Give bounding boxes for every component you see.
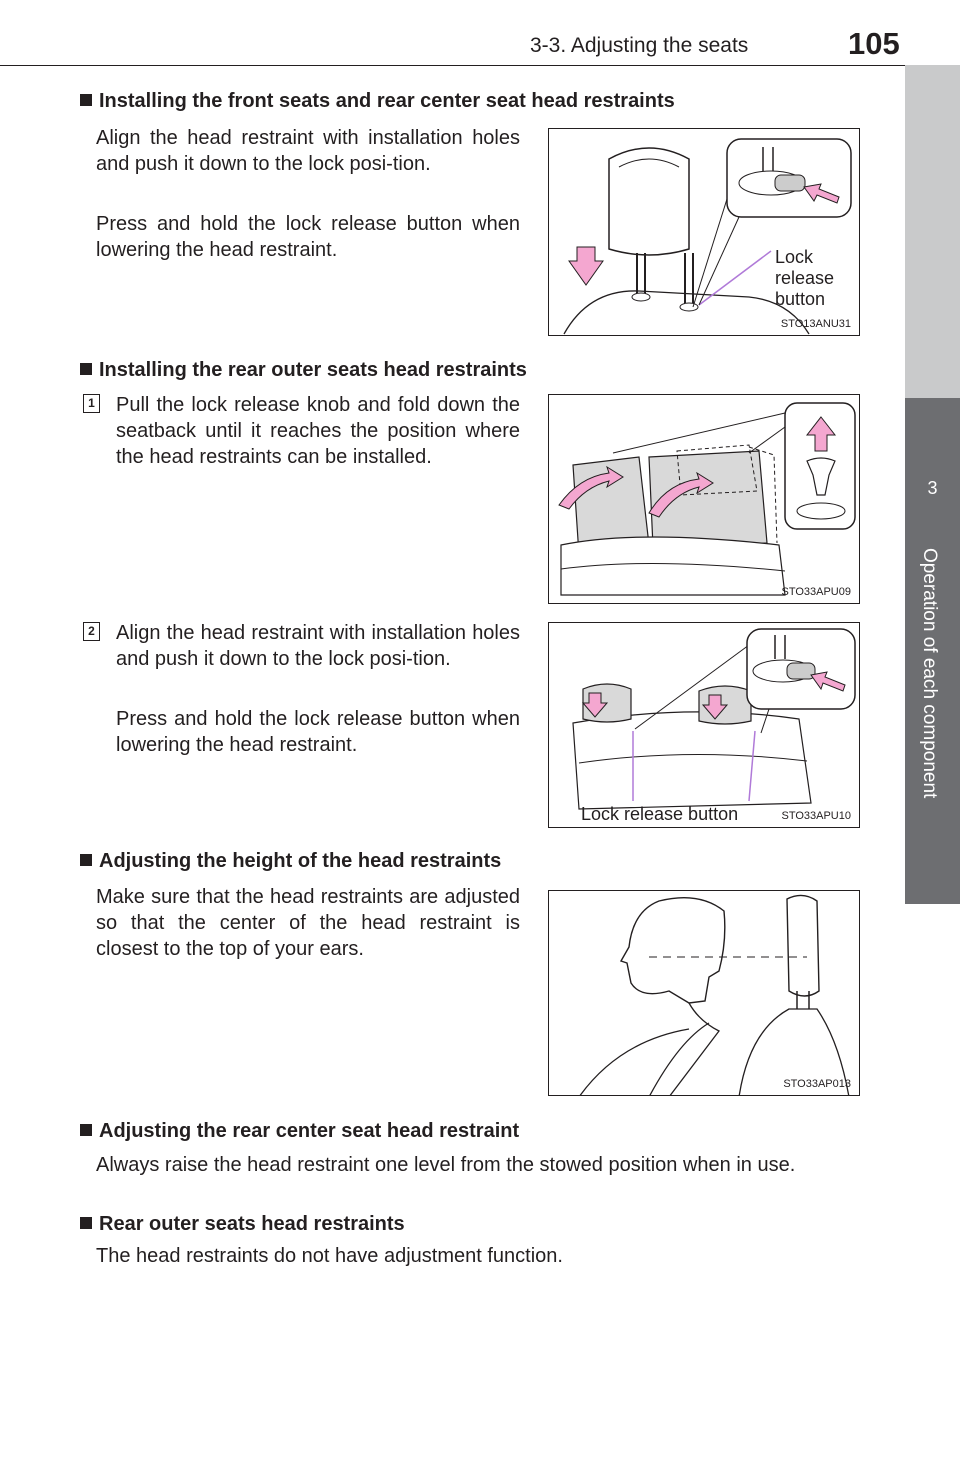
figure-front-restraint [548, 128, 860, 336]
rear-install-illustration [549, 623, 860, 828]
rear-step2-para2: Press and hold the lock release button when lowering the head restraint. [116, 708, 520, 756]
rear-step1-text: Pull the lock release knob and fold down the seatback until it reaches the position where the head restraints can be installed. [116, 394, 520, 468]
heading-rear-outer-adjust: Rear outer seats head restraints [80, 1213, 405, 1236]
chapter-title: Operation of each component [919, 548, 940, 799]
side-tab-strip [905, 65, 960, 398]
rear-step2-para1: Align the head restraint with installation holes and push it down to the lock posi-tion. [116, 622, 520, 670]
heading-front-install: Installing the front seats and rear center seat head restraints [80, 90, 675, 113]
front-figure-label: Lock release button [775, 247, 835, 309]
front-para2: Press and hold the lock release button when lowering the head restraint. [96, 213, 520, 261]
page-number: 105 [848, 26, 900, 61]
figure-height [548, 890, 860, 1096]
figure-rear-fold [548, 394, 860, 604]
section-title: 3-3. Adjusting the seats [530, 34, 749, 57]
rear-figure-label: Lock release button [581, 804, 739, 824]
front-para1: Align the head restraint with installation holes and push it down to the lock posi-tion. [96, 127, 520, 175]
header-rule [0, 65, 960, 66]
heading-bullet [80, 363, 92, 375]
heading-rear-outer-install: Installing the rear outer seats head restraints [80, 359, 527, 382]
height-illustration [549, 891, 860, 1096]
figure-code: STO33APU09 [781, 586, 851, 598]
heading-bullet [80, 1217, 92, 1229]
rear-fold-illustration [549, 395, 860, 604]
figure-code: STO13ANU31 [780, 318, 851, 330]
rear-outer-adjust-text: The head restraints do not have adjustment function. [96, 1245, 563, 1267]
step-number-1: 1 [83, 394, 100, 413]
figure-code: STO33APU10 [781, 810, 851, 822]
figure-code: STO33AP013 [783, 1078, 851, 1090]
chapter-number: 3 [927, 478, 938, 498]
heading-adjust-height: Adjusting the height of the head restraints [80, 850, 501, 873]
heading-bullet [80, 1124, 92, 1136]
height-text: Make sure that the head restraints are adjusted so that the center of the head restraint is closest to the top of your ears. [96, 886, 520, 960]
heading-rear-center-adjust: Adjusting the rear center seat head restraint [80, 1120, 519, 1143]
step-number-2: 2 [83, 622, 100, 641]
rear-center-text: Always raise the head restraint one level from the stowed position when in use. [96, 1154, 796, 1176]
heading-bullet [80, 854, 92, 866]
heading-bullet [80, 94, 92, 106]
figure-rear-install [548, 622, 860, 828]
